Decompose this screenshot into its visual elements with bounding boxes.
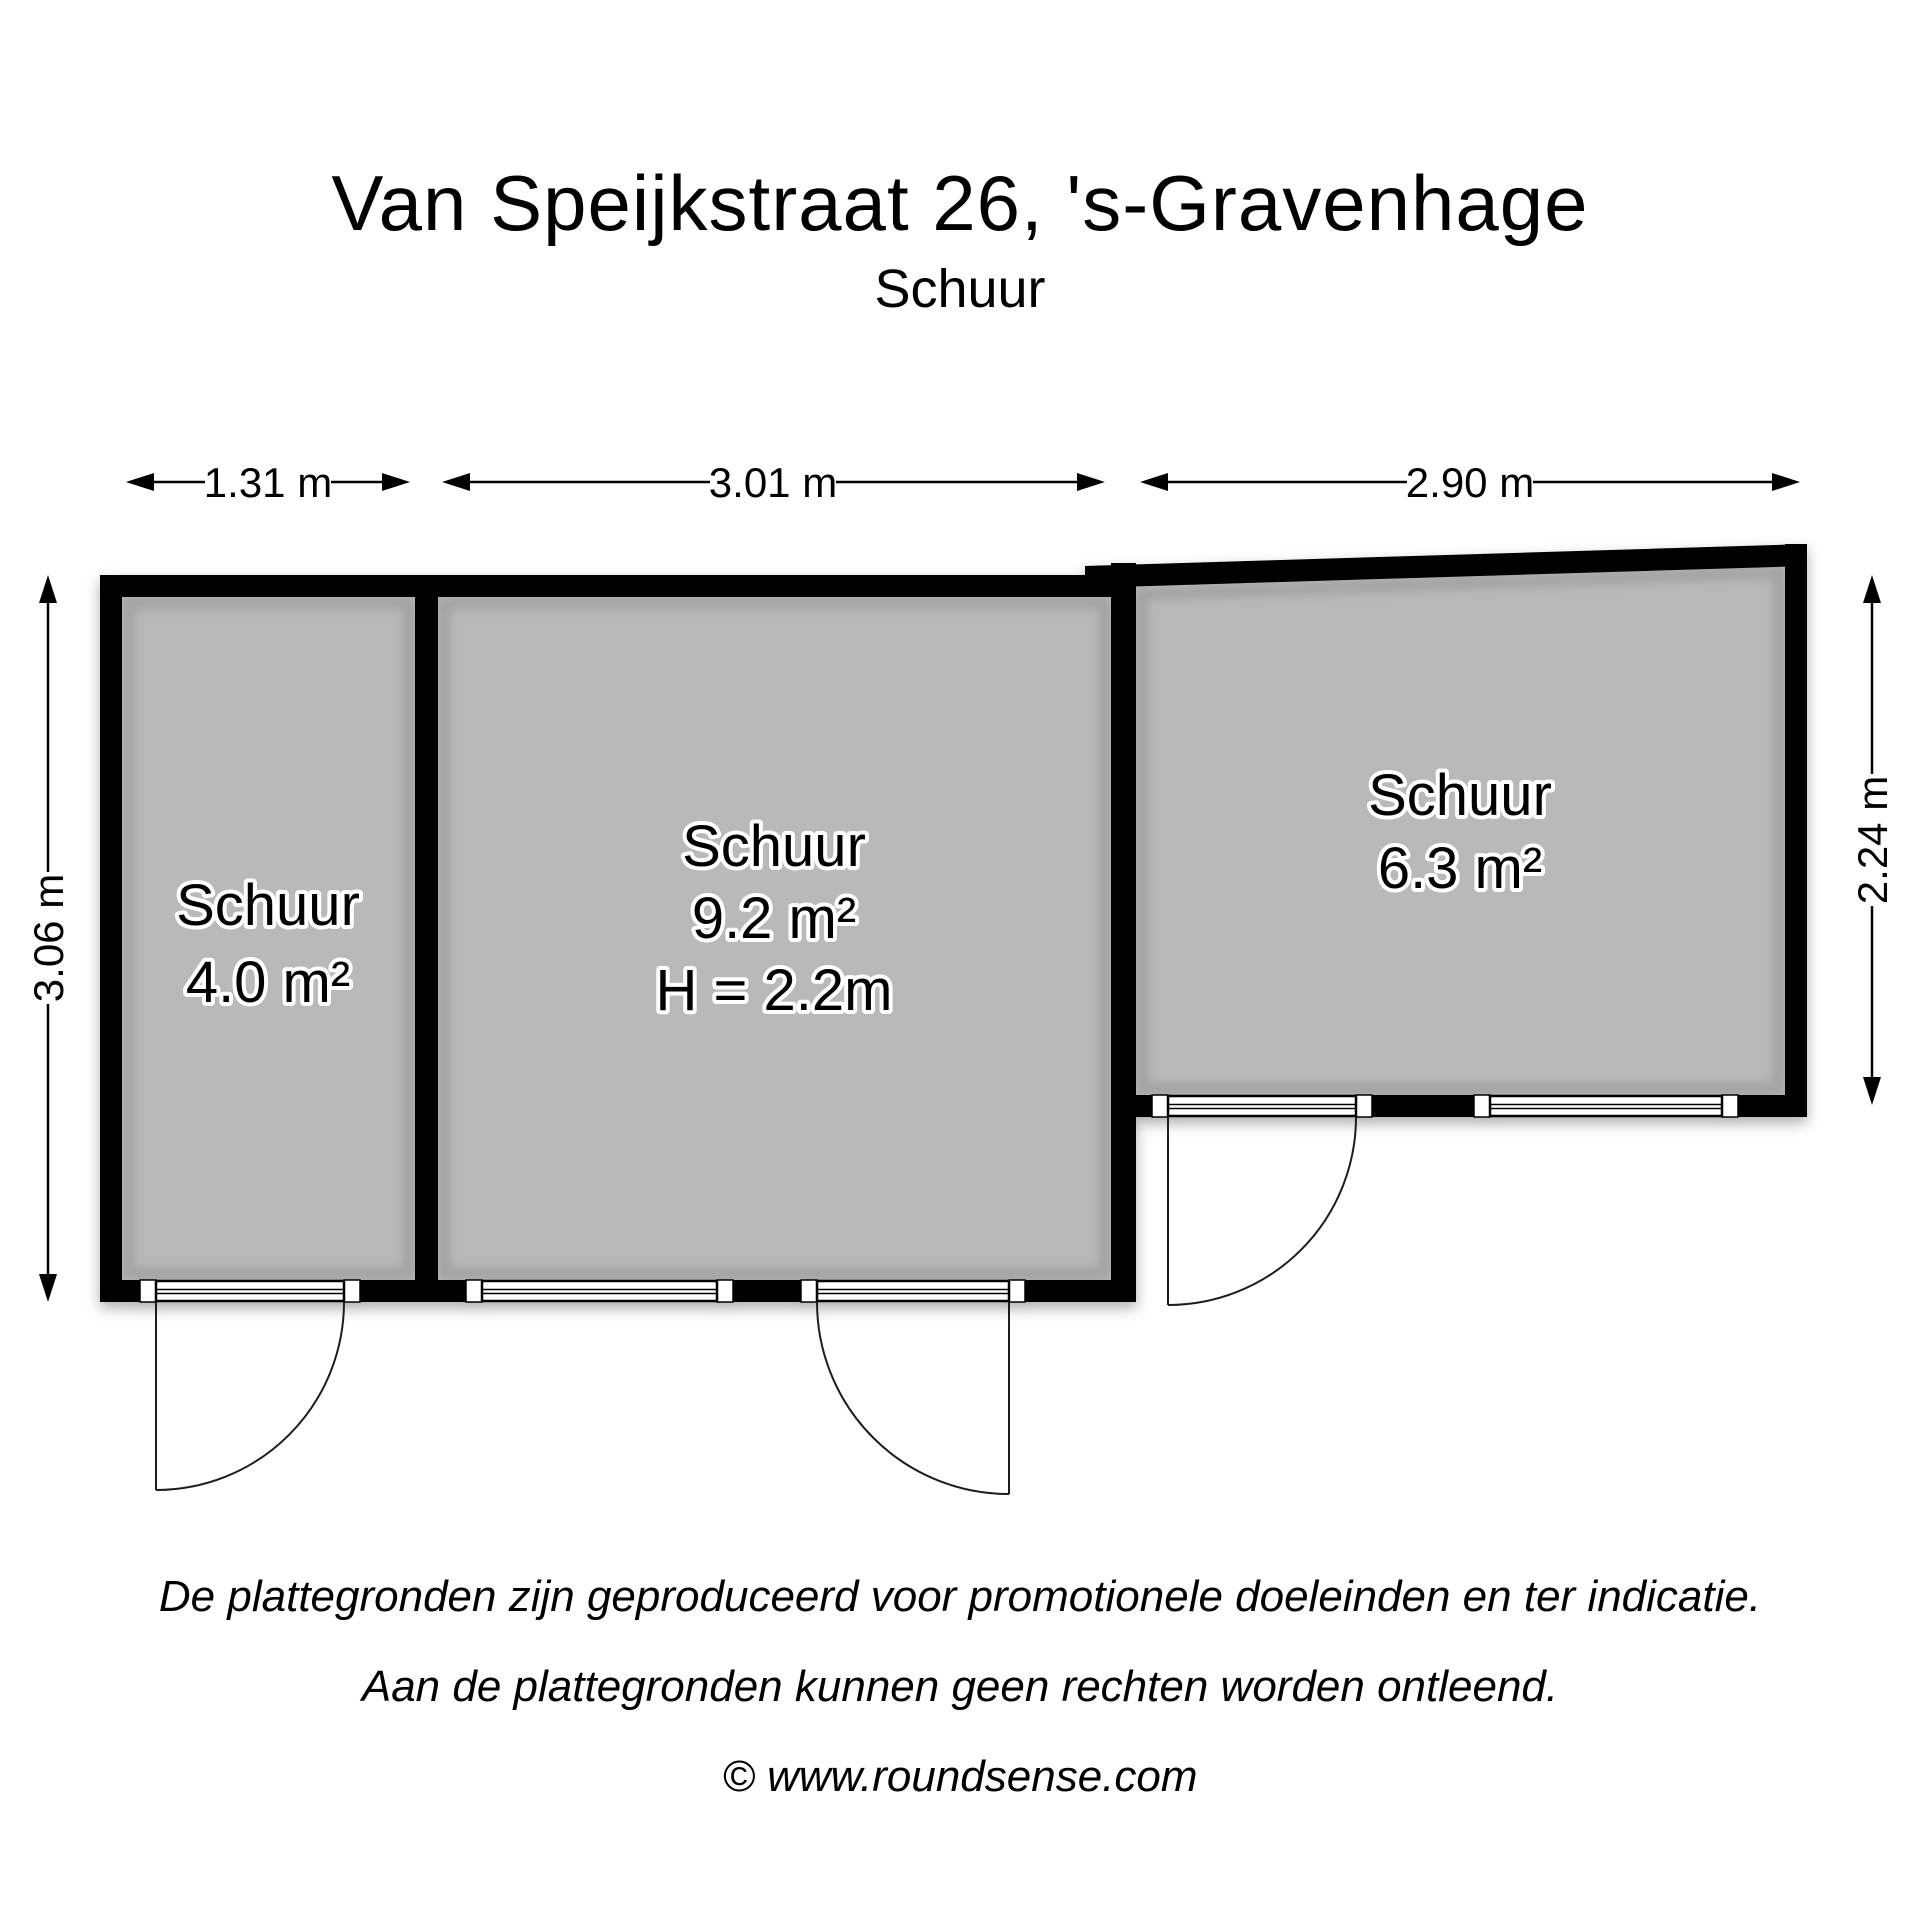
room2-name: Schuur xyxy=(682,814,866,879)
room2-area: 9.2 m² xyxy=(691,886,857,951)
dimension-left xyxy=(25,575,72,1302)
dimension-label: 2.24 m xyxy=(1849,775,1896,905)
copyright-line: © www.roundsense.com xyxy=(722,1752,1198,1801)
wall-divider-room1-room2 xyxy=(415,585,438,1302)
page-subtitle: Schuur xyxy=(874,259,1046,319)
page-title: Van Speijkstraat 26, 's-Gravenhage xyxy=(331,159,1589,247)
door-arc-room2 xyxy=(817,1302,1009,1494)
room-area-schuur-3 xyxy=(1136,565,1785,1095)
disclaimer-line-1: De plattegronden zijn geproduceerd voor promotionele doeleinden en ter indicatie. xyxy=(158,1572,1762,1621)
room-area-schuur-1 xyxy=(122,597,415,1280)
wall-divider-room2-room3 xyxy=(1111,563,1136,1302)
window-icon xyxy=(482,1281,717,1301)
window-icon xyxy=(817,1281,1009,1301)
dimension-top-3 xyxy=(1140,459,1800,506)
dimension-top-1 xyxy=(126,459,410,506)
window-jamb xyxy=(140,1280,156,1302)
room1-name: Schuur xyxy=(176,873,360,938)
window-jamb xyxy=(466,1280,482,1302)
wall-right xyxy=(1785,544,1807,1117)
window-jamb xyxy=(1356,1095,1372,1117)
window-jamb xyxy=(1009,1280,1025,1302)
window-jamb xyxy=(1152,1095,1168,1117)
dimension-label: 2.90 m xyxy=(1405,459,1535,506)
dimension-label: 1.31 m xyxy=(203,459,333,506)
window-icon xyxy=(156,1281,344,1301)
dimension-top-2 xyxy=(442,459,1105,506)
window-jamb xyxy=(344,1280,360,1302)
wall-top-left-block xyxy=(100,575,1136,597)
window-jamb xyxy=(1474,1095,1490,1117)
window-jamb xyxy=(717,1280,733,1302)
dimension-label: 3.01 m xyxy=(708,459,838,506)
wall-left xyxy=(100,575,122,1302)
window-icon xyxy=(1490,1096,1722,1116)
room3-area: 6.3 m² xyxy=(1377,836,1543,901)
window-jamb xyxy=(1722,1095,1738,1117)
room3-name: Schuur xyxy=(1368,763,1552,828)
window-icon xyxy=(1168,1096,1356,1116)
window-jamb xyxy=(801,1280,817,1302)
room1-area: 4.0 m² xyxy=(185,950,351,1015)
dimension-label: 3.06 m xyxy=(25,873,72,1003)
door-arc-room3 xyxy=(1168,1117,1356,1305)
disclaimer-line-2: Aan de plattegronden kunnen geen rechten worden ontleend. xyxy=(361,1662,1559,1711)
room2-height: H = 2.2m xyxy=(655,958,893,1023)
disclaimer xyxy=(0,1552,1920,1822)
door-arc-room1 xyxy=(156,1302,344,1490)
dimension-right xyxy=(1849,575,1896,1105)
